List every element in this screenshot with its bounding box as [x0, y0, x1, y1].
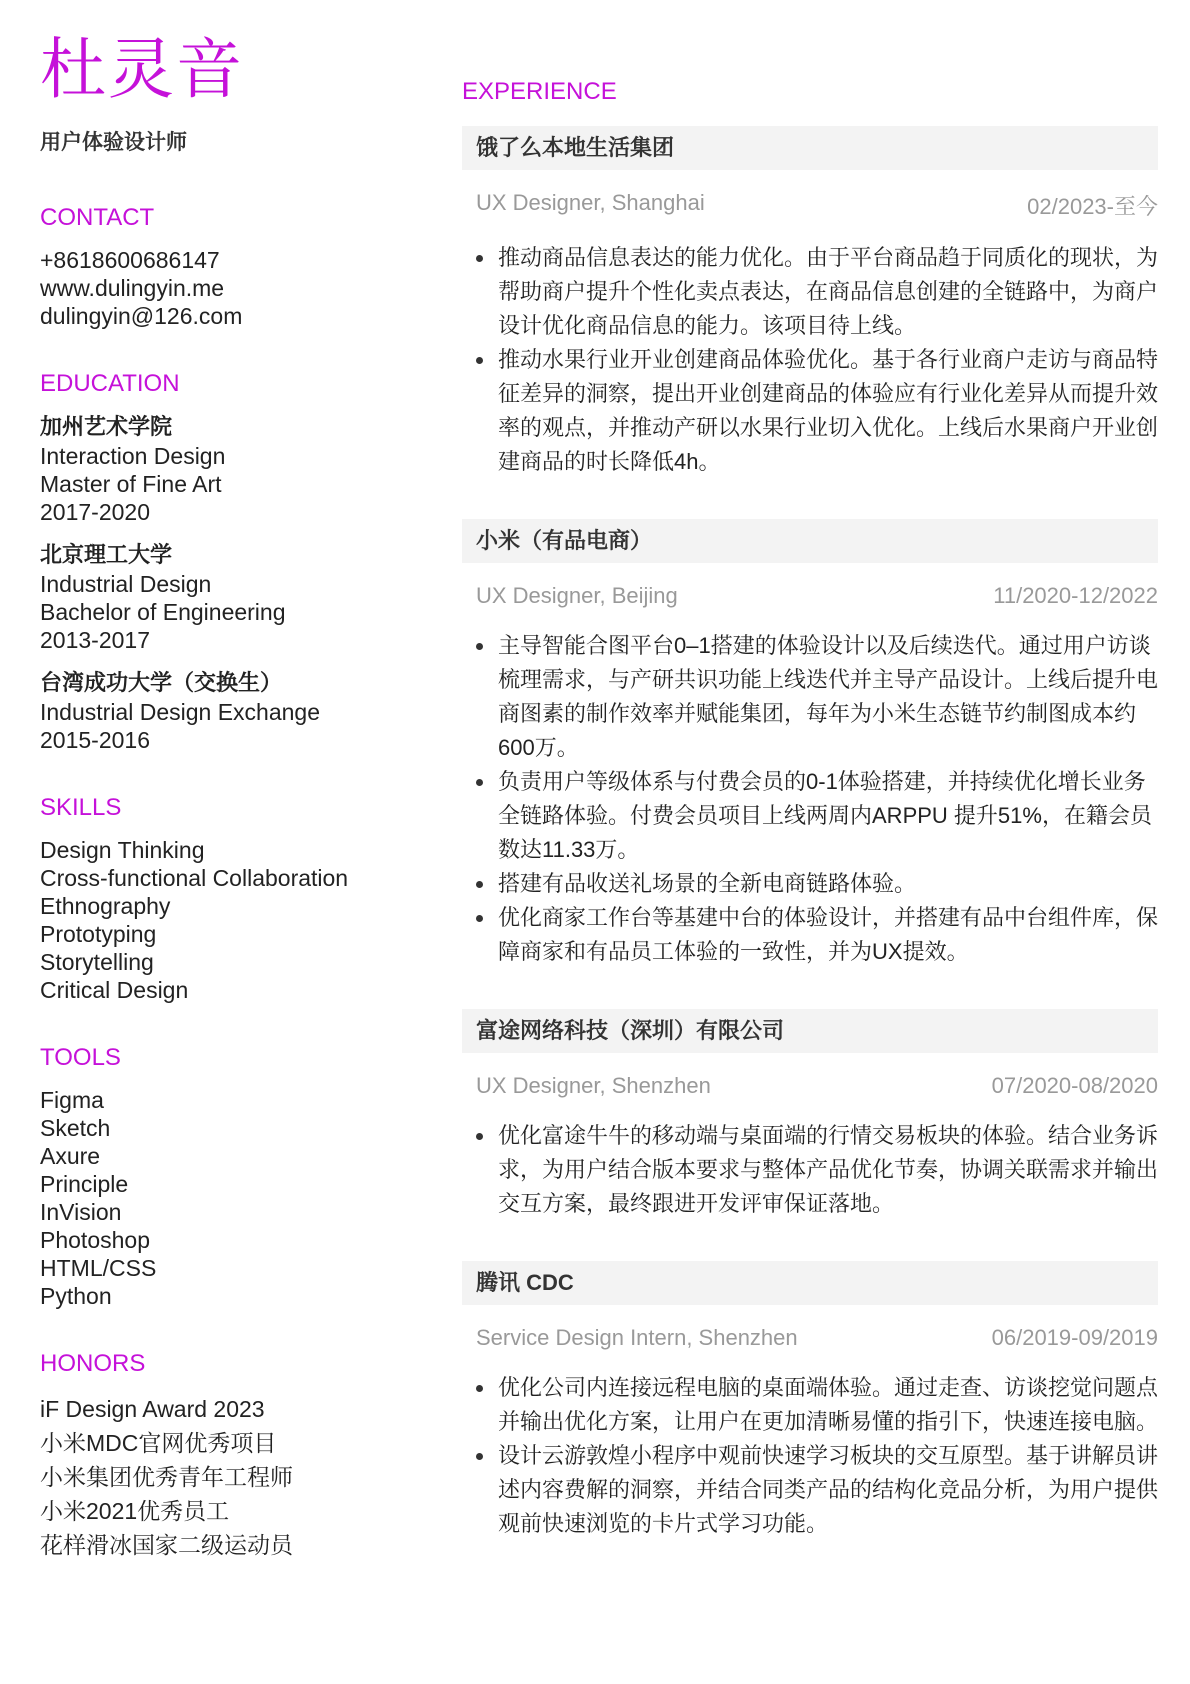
contact-list — [40, 246, 430, 330]
degree: Bachelor of Engineering — [40, 599, 286, 625]
job-bullets — [462, 1119, 1158, 1221]
major: Interaction Design — [40, 443, 226, 469]
list-item: Sketch — [40, 1115, 111, 1141]
honors-heading: HONORS — [40, 1350, 146, 1377]
phone-number: +8618600686147 — [40, 247, 220, 273]
company-name: 富途网络科技（深圳）有限公司 — [462, 1009, 1158, 1053]
company-name: 腾讯 CDC — [462, 1261, 1158, 1305]
company-name: 小米（有品电商） — [462, 519, 1158, 563]
job-entry — [462, 126, 1158, 479]
list-item: 设计云游敦煌小程序中观前快速学习板块的交互原型。基于讲解员讲述内容费解的洞察，并结合同类产品的结构化竞品分析，为用户提供观前快速浏览的卡片式学习功能。 — [498, 1439, 1158, 1541]
email-link[interactable]: dulingyin@126.com — [40, 303, 243, 329]
school-name: 北京理工大学 — [40, 542, 173, 567]
job-entry — [462, 519, 1158, 969]
main-content — [462, 78, 1158, 1581]
list-item: 推动商品信息表达的能力优化。由于平台商品趋于同质化的现状，为帮助商户提升个性化卖点表达，在商品信息创建的全链路中，为商户设计优化商品信息的能力。该项目待上线。 — [498, 241, 1158, 343]
degree: Master of Fine Art — [40, 471, 222, 497]
position: Service Design Intern, Shenzhen — [476, 1325, 798, 1350]
tools-list — [40, 1086, 430, 1310]
education-item — [40, 668, 430, 754]
list-item: 推动水果行业开业创建商品体验优化。基于各行业商户走访与商品特征差异的洞察，提出开业创建商品的体验应有行业化差异从而提升效率的观点，并推动产研以水果行业切入优化。上线后水果商户开业创建商品的时长降低4h。 — [498, 343, 1158, 479]
experience-heading: EXPERIENCE — [462, 78, 617, 105]
list-item: Critical Design — [40, 977, 189, 1003]
honors-list — [40, 1392, 430, 1562]
list-item: Figma — [40, 1087, 104, 1113]
education-heading: EDUCATION — [40, 370, 180, 397]
skills-heading: SKILLS — [40, 794, 122, 821]
education-item — [40, 540, 430, 654]
job-bullets — [462, 241, 1158, 479]
list-item: 搭建有品收送礼场景的全新电商链路体验。 — [498, 867, 1158, 901]
major: Industrial Design — [40, 571, 212, 597]
job-title: 用户体验设计师 — [40, 131, 187, 154]
list-item: 主导智能合图平台0–1搭建的体验设计以及后续迭代。通过用户访谈梳理需求，与产研共识功能上线迭代并主导产品设计。上线后提升电商图素的制作效率并赋能集团，每年为小米生态链节约制图成本约600万。 — [498, 629, 1158, 765]
list-item: HTML/CSS — [40, 1255, 157, 1281]
major: Industrial Design Exchange — [40, 699, 320, 725]
list-item: Storytelling — [40, 949, 154, 975]
job-bullets — [462, 629, 1158, 969]
list-item: 花样滑冰国家二级运动员 — [40, 1532, 293, 1558]
list-item: Prototyping — [40, 921, 157, 947]
date-range: 06/2019-09/2019 — [991, 1325, 1158, 1350]
list-item: 优化富途牛牛的移动端与桌面端的行情交易板块的体验。结合业务诉求，为用户结合版本要求与整体产品优化节奏，协调关联需求并输出交互方案，最终跟进开发评审保证落地。 — [498, 1119, 1158, 1221]
job-bullets — [462, 1371, 1158, 1541]
job-meta — [476, 1325, 1158, 1351]
education-item — [40, 412, 430, 526]
website-link[interactable]: www.dulingyin.me — [40, 275, 225, 301]
date-range: 07/2020-08/2020 — [991, 1073, 1158, 1098]
job-meta — [476, 190, 1158, 221]
school-name: 加州艺术学院 — [40, 414, 173, 439]
tools-heading: TOOLS — [40, 1044, 121, 1071]
list-item: 小米集团优秀青年工程师 — [40, 1464, 293, 1490]
position: UX Designer, Shenzhen — [476, 1073, 711, 1098]
years: 2015-2016 — [40, 727, 150, 753]
job-meta — [476, 1073, 1158, 1099]
list-item: Ethnography — [40, 893, 171, 919]
list-item: 小米2021优秀员工 — [40, 1498, 230, 1524]
years: 2017-2020 — [40, 499, 150, 525]
list-item: Photoshop — [40, 1227, 150, 1253]
list-item: InVision — [40, 1199, 122, 1225]
list-item: Python — [40, 1283, 112, 1309]
sidebar — [40, 32, 430, 1562]
years: 2013-2017 — [40, 627, 150, 653]
list-item: 负责用户等级体系与付费会员的0-1体验搭建，并持续优化增长业务全链路体验。付费会员项目上线两周内ARPPU 提升51%，在籍会员数达11.33万。 — [498, 765, 1158, 867]
list-item: Principle — [40, 1171, 129, 1197]
list-item: iF Design Award 2023 — [40, 1396, 265, 1422]
job-meta — [476, 583, 1158, 609]
job-entry — [462, 1261, 1158, 1541]
candidate-name: 杜灵音 — [40, 32, 244, 106]
date-range: 11/2020-12/2022 — [993, 583, 1158, 608]
list-item: Axure — [40, 1143, 101, 1169]
list-item: Design Thinking — [40, 837, 205, 863]
list-item: 小米MDC官网优秀项目 — [40, 1430, 277, 1456]
list-item: 优化商家工作台等基建中台的体验设计，并搭建有品中台组件库，保障商家和有品员工体验的一致性，并为UX提效。 — [498, 901, 1158, 969]
position: UX Designer, Beijing — [476, 583, 678, 608]
list-item: Cross-functional Collaboration — [40, 865, 349, 891]
job-entry — [462, 1009, 1158, 1221]
position: UX Designer, Shanghai — [476, 190, 705, 215]
contact-heading: CONTACT — [40, 204, 155, 231]
date-range: 02/2023-至今 — [1027, 194, 1158, 219]
company-name: 饿了么本地生活集团 — [462, 126, 1158, 170]
school-name: 台湾成功大学（交换生） — [40, 670, 283, 695]
list-item: 优化公司内连接远程电脑的桌面端体验。通过走查、访谈挖觉问题点并输出优化方案，让用户在更加清晰易懂的指引下，快速连接电脑。 — [498, 1371, 1158, 1439]
skills-list — [40, 836, 430, 1004]
